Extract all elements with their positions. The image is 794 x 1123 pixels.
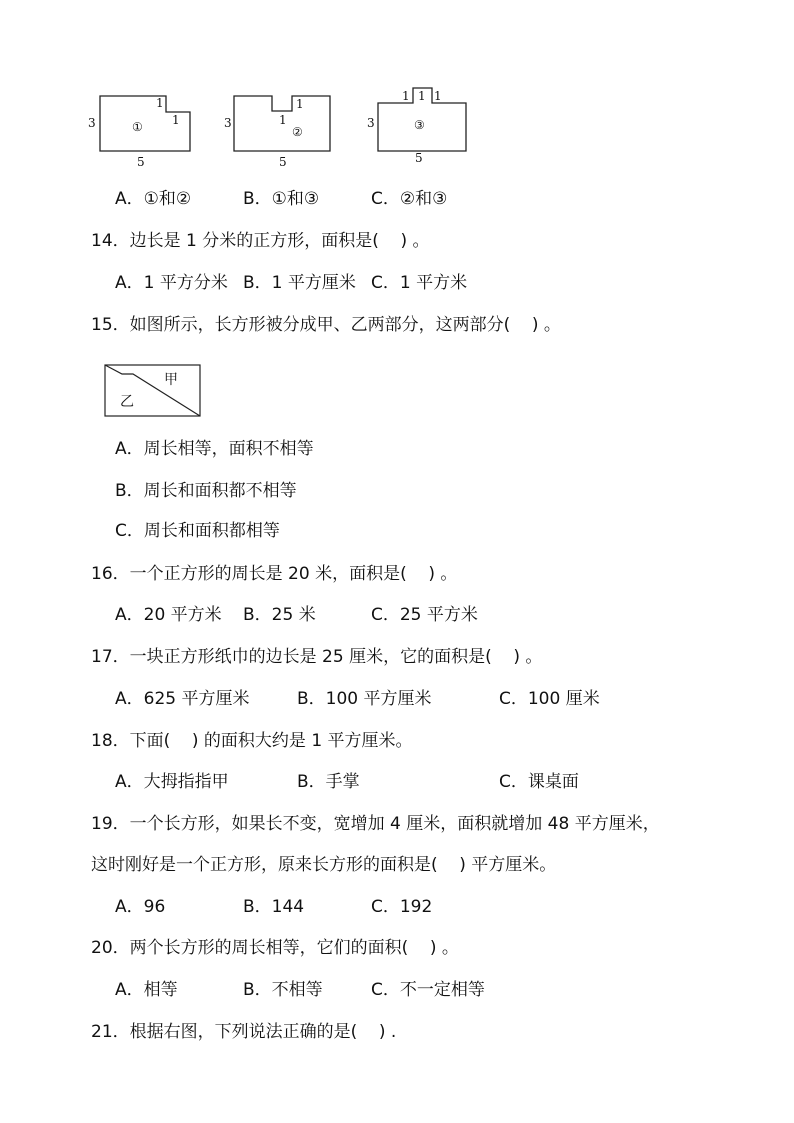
- q13-option-a[interactable]: A．①和②: [115, 189, 192, 209]
- q15-question: 15．如图所示，长方形被分成甲、乙两部分，这两部分( ) 。: [91, 315, 561, 335]
- q15-option-a[interactable]: A．周长相等，面积不相等: [115, 439, 314, 459]
- q18-question: 18．下面( ) 的面积大约是 1 平方厘米。: [91, 731, 413, 751]
- shape-2-notch-side-label: 1: [279, 113, 287, 127]
- shape-1-bottom-label: 5: [137, 155, 145, 169]
- q15-label-jia: 甲: [164, 372, 178, 388]
- q20-options: [0, 979, 794, 1001]
- shape-1-left-label: 3: [88, 116, 96, 130]
- shape-3-bump-right-label: 1: [434, 89, 442, 103]
- shape-3-bump-left-label: 1: [402, 89, 410, 103]
- q14-option-a[interactable]: A．1 平方分米: [115, 273, 228, 293]
- q20-question: 20．两个长方形的周长相等，它们的面积( ) 。: [91, 938, 459, 958]
- shape-2-notch-top-label: 1: [296, 97, 304, 111]
- q14-options: [0, 272, 794, 294]
- q13-figure: [0, 80, 794, 250]
- shape-3-left-label: 3: [367, 116, 375, 130]
- shape-2-id: ②: [292, 125, 303, 139]
- q13-options: [0, 188, 794, 210]
- q13-option-c[interactable]: C．②和③: [371, 189, 448, 209]
- q14-option-b[interactable]: B．1 平方厘米: [243, 273, 356, 293]
- q16-question: 16．一个正方形的周长是 20 米，面积是( ) 。: [91, 564, 458, 584]
- q20-option-b[interactable]: B．不相等: [243, 980, 323, 1000]
- q17-options: [0, 688, 794, 710]
- q14-question: 14．边长是 1 分米的正方形，面积是( ) 。: [91, 231, 430, 251]
- shape-3: [367, 88, 466, 165]
- q18-option-c[interactable]: C．课桌面: [499, 772, 579, 792]
- q19-question-line2: 这时刚好是一个正方形，原来长方形的面积是( ) 平方厘米。: [91, 855, 557, 875]
- shape-3-bottom-label: 5: [415, 151, 423, 165]
- q15-option-c[interactable]: C．周长和面积都相等: [115, 521, 280, 541]
- q16-option-c[interactable]: C．25 平方米: [371, 605, 478, 625]
- q13-option-b[interactable]: B．①和③: [243, 189, 320, 209]
- q15-label-yi: 乙: [120, 394, 134, 410]
- q21-question: 21．根据右图，下列说法正确的是( ) .: [91, 1022, 397, 1042]
- q17-option-c[interactable]: C．100 厘米: [499, 689, 600, 709]
- shape-1: [88, 96, 190, 169]
- q14-option-c[interactable]: C．1 平方米: [371, 273, 468, 293]
- q15-option-b[interactable]: B．周长和面积都不相等: [115, 481, 297, 501]
- q19-option-c[interactable]: C．192: [371, 897, 433, 917]
- q17-question: 17．一块正方形纸巾的边长是 25 厘米，它的面积是( ) 。: [91, 647, 543, 667]
- q20-option-c[interactable]: C．不一定相等: [371, 980, 485, 1000]
- shape-2: [224, 96, 330, 169]
- q16-option-a[interactable]: A．20 平方米: [115, 605, 222, 625]
- shape-3-bump-mid-label: 1: [418, 89, 426, 103]
- q17-option-b[interactable]: B．100 平方厘米: [297, 689, 432, 709]
- shape-2-bottom-label: 5: [279, 155, 287, 169]
- shape-1-notch-top-label: 1: [156, 96, 164, 110]
- q15-figure: [100, 360, 210, 420]
- q19-option-b[interactable]: B．144: [243, 897, 305, 917]
- q19-option-a[interactable]: A．96: [115, 897, 166, 917]
- q17-option-a[interactable]: A．625 平方厘米: [115, 689, 250, 709]
- shape-1-id: ①: [132, 120, 143, 134]
- shape-2-left-label: 3: [224, 116, 232, 130]
- q19-options: [0, 896, 794, 918]
- q19-question-line1: 19．一个长方形，如果长不变，宽增加 4 厘米，面积就增加 48 平方厘米，: [91, 814, 660, 834]
- q20-option-a[interactable]: A．相等: [115, 980, 178, 1000]
- shape-3-id: ③: [414, 118, 425, 132]
- shape-1-notch-side-label: 1: [172, 113, 180, 127]
- q18-option-a[interactable]: A．大拇指指甲: [115, 772, 229, 792]
- q16-option-b[interactable]: B．25 米: [243, 605, 316, 625]
- q18-options: [0, 771, 794, 793]
- q18-option-b[interactable]: B．手掌: [297, 772, 360, 792]
- q16-options: [0, 604, 794, 626]
